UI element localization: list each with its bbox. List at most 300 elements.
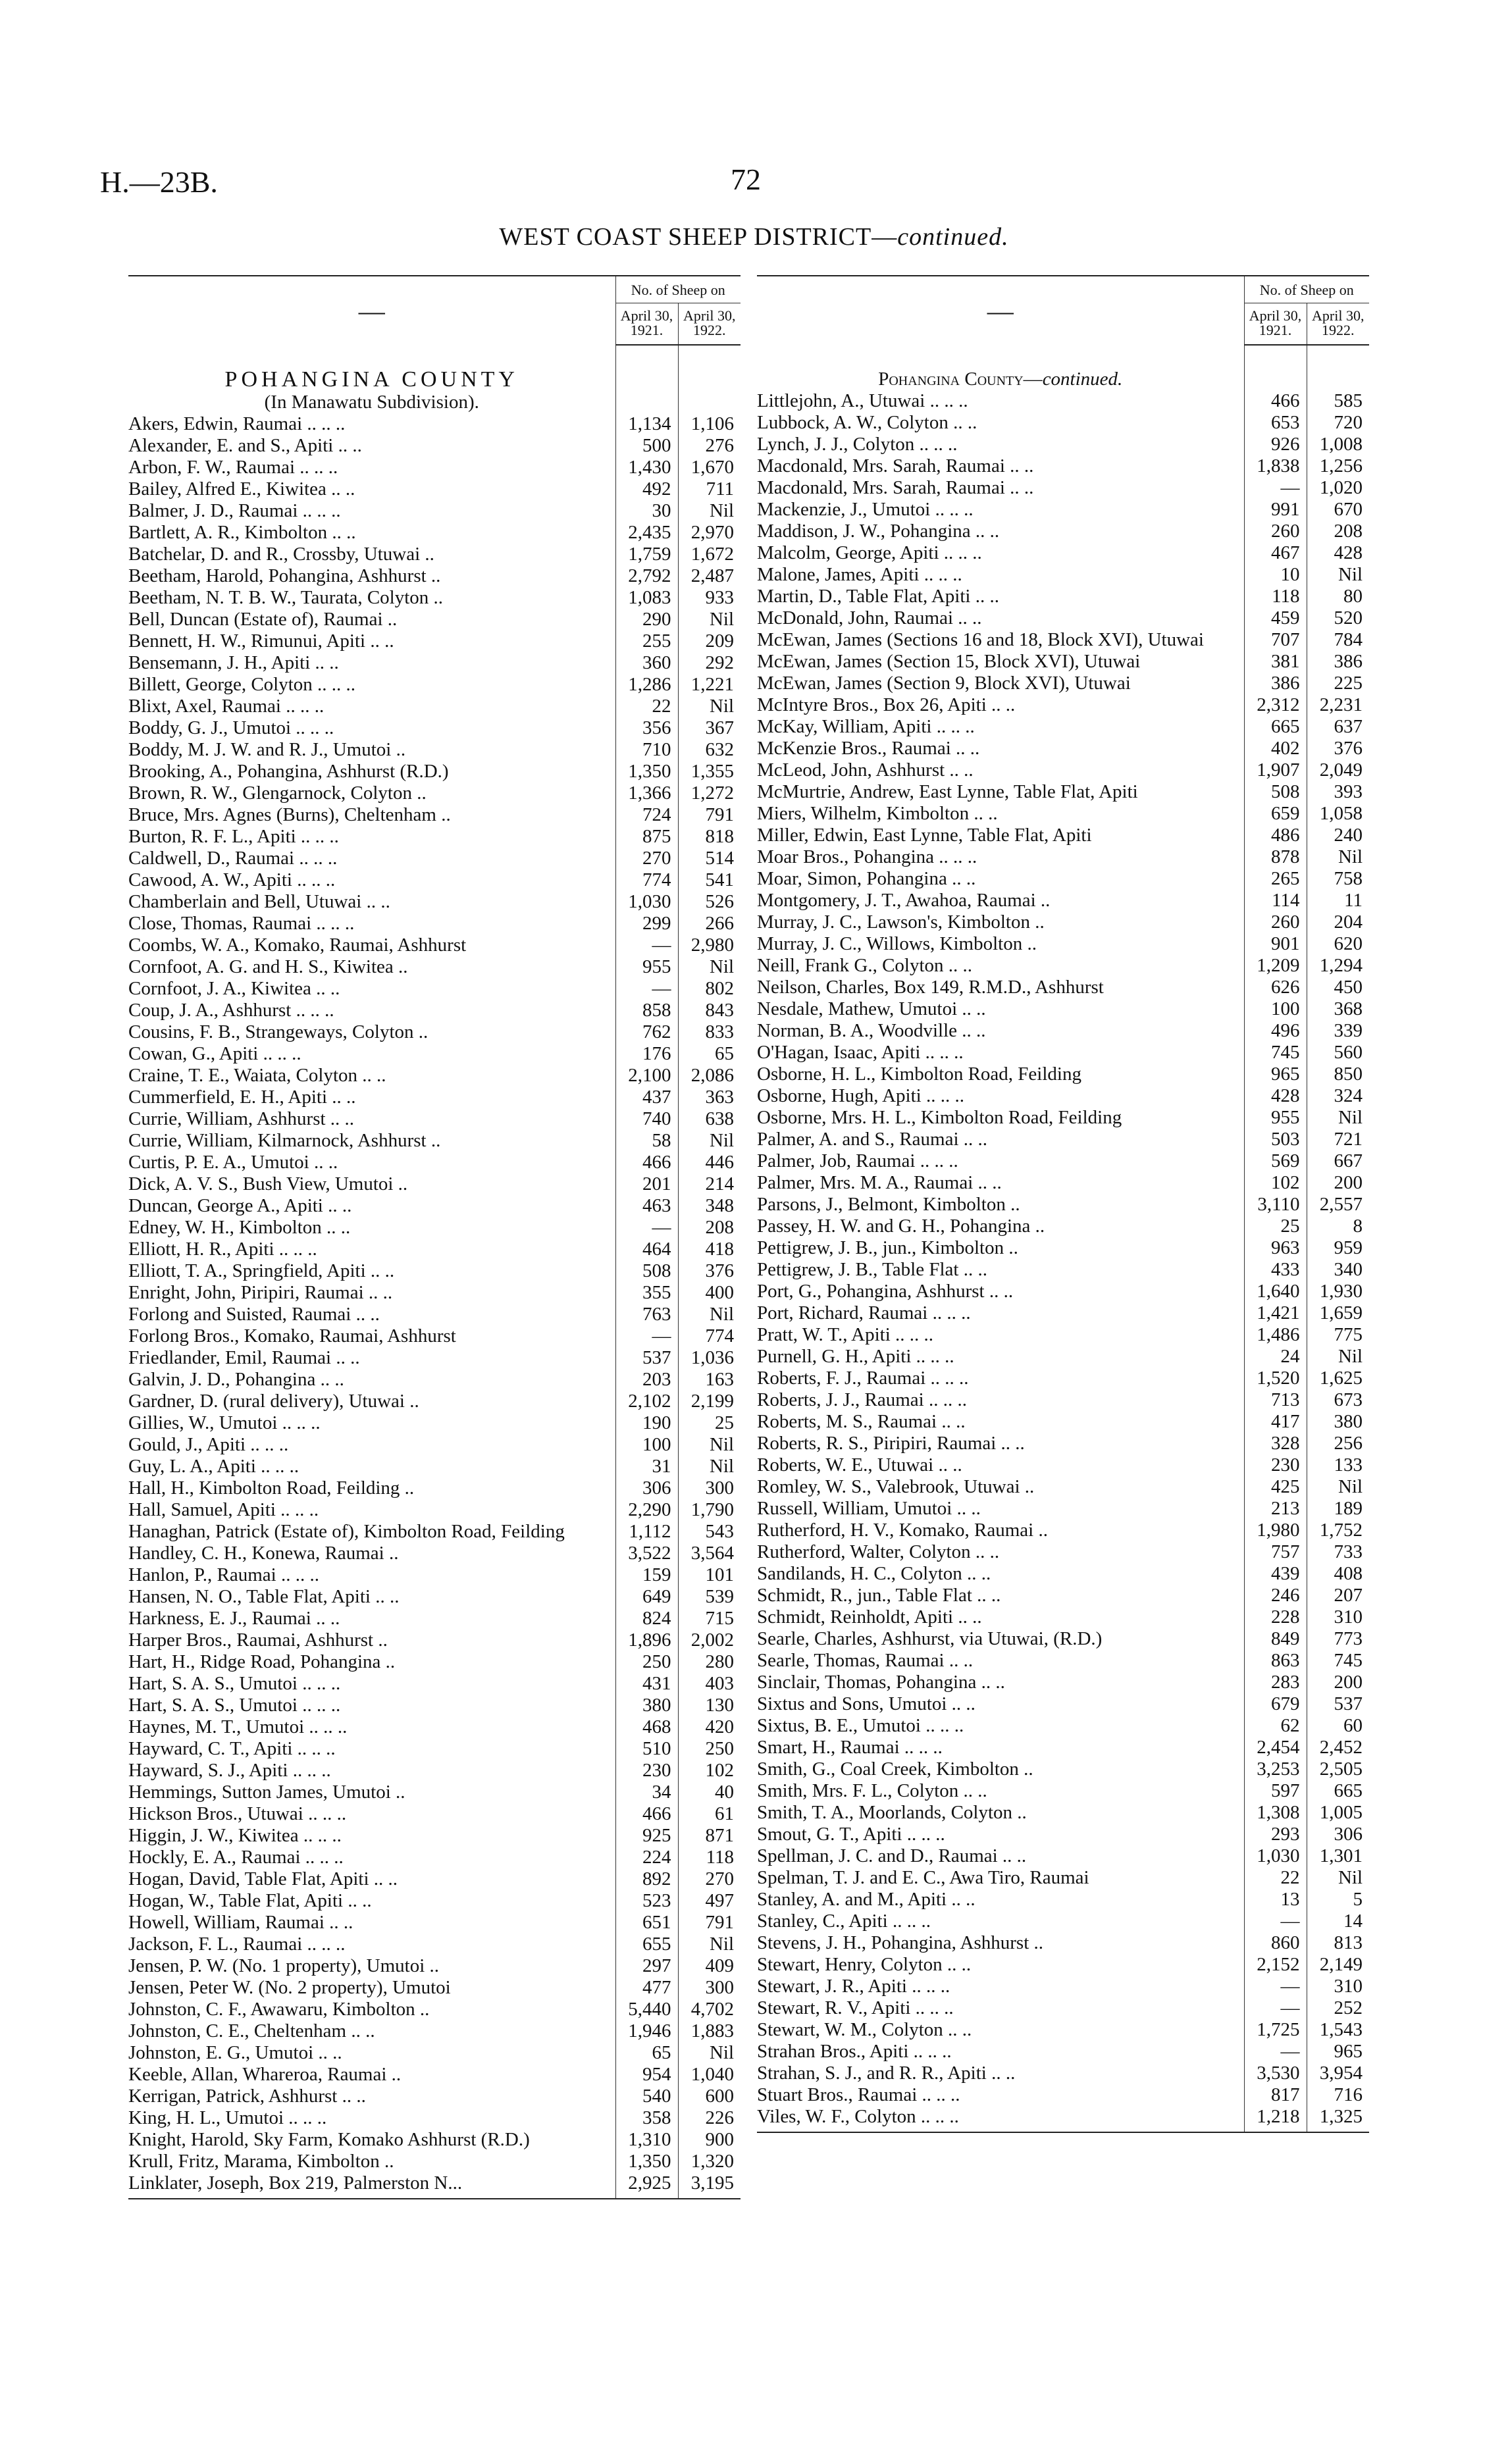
sheep-1921: 13	[1244, 1889, 1307, 1911]
owner-row	[757, 1129, 1369, 1150]
owner-name: Beetham, N. T. B. W., Taurata, Colyton ..	[128, 587, 444, 608]
sheep-1922: 2,199	[678, 1391, 741, 1412]
owner-row	[128, 544, 741, 565]
owner-name: Murray, J. C., Willows, Kimbolton ..	[757, 933, 1037, 954]
sheep-1922: 403	[678, 1673, 741, 1695]
sheep-1922: 1,301	[1307, 1845, 1369, 1867]
section-title	[128, 365, 615, 392]
owner-name: Elliott, H. R., Apiti .. .. ..	[128, 1239, 317, 1260]
owner-row	[757, 2063, 1369, 2084]
sheep-1921: 100	[615, 1434, 678, 1456]
sheep-1922: 784	[1307, 629, 1369, 651]
owner-name: Smith, T. A., Moorlands, Colyton ..	[757, 1802, 1027, 1823]
owner-row	[128, 587, 741, 609]
owner-row	[757, 1628, 1369, 1650]
sheep-1922: 409	[678, 1955, 741, 1977]
owner-name: Miller, Edwin, East Lynne, Table Flat, Apiti	[757, 825, 1092, 846]
owner-name: Cornfoot, A. G. and H. S., Kiwitea ..	[128, 956, 408, 977]
sheep-1921: 2,312	[1244, 694, 1307, 716]
april-1922-header: April 30, 1922.	[678, 303, 741, 346]
owner-name: Sandilands, H. C., Colyton .. ..	[757, 1563, 991, 1584]
sheep-1921: 1,286	[615, 674, 678, 696]
sheep-1922: Nil	[1307, 1476, 1369, 1498]
owner-row	[128, 1738, 741, 1760]
owner-row	[128, 891, 741, 913]
owner-row	[128, 1173, 741, 1195]
owner-row	[757, 868, 1369, 890]
sheep-1922: Nil	[1307, 564, 1369, 586]
sheep-1921: —	[615, 1325, 678, 1347]
owner-row	[757, 1824, 1369, 1845]
sheep-1921: 655	[615, 1934, 678, 1955]
owner-name: Mackenzie, J., Umutoi .. .. ..	[757, 499, 974, 520]
sheep-1922: 791	[678, 1912, 741, 1934]
owner-name: Harper Bros., Raumai, Ashhurst ..	[128, 1630, 388, 1651]
owner-name: Schmidt, Reinholdt, Apiti .. ..	[757, 1606, 982, 1628]
sheep-1922: 256	[1307, 1433, 1369, 1454]
sheep-1921: 926	[1244, 434, 1307, 455]
sheep-1921: 297	[615, 1955, 678, 1977]
sheep-1922: 539	[678, 1586, 741, 1608]
sheep-1921: 477	[615, 1977, 678, 1999]
sheep-1921: 659	[1244, 803, 1307, 825]
owner-name: Linklater, Joseph, Box 219, Palmerston N...	[128, 2172, 615, 2199]
owner-name: Alexander, E. and S., Apiti .. ..	[128, 435, 362, 456]
owner-name: Blixt, Axel, Raumai .. .. ..	[128, 696, 325, 717]
sheep-1922: 1,672	[678, 544, 741, 565]
owner-row	[128, 435, 741, 457]
sheep-1922: Nil	[678, 2042, 741, 2064]
owner-name: Hockly, E. A., Raumai .. .. ..	[128, 1847, 344, 1868]
owner-row	[128, 1391, 741, 1412]
sheep-1921: 496	[1244, 1020, 1307, 1042]
sheep-1922: 339	[1307, 1020, 1369, 1042]
sheep-1922: Nil	[678, 1304, 741, 1325]
owner-row	[757, 1476, 1369, 1498]
owner-row	[128, 1239, 741, 1260]
owner-row	[757, 1932, 1369, 1954]
sheep-1921: 2,454	[1244, 1737, 1307, 1758]
sheep-1922: 300	[678, 1977, 741, 1999]
owner-row	[128, 913, 741, 935]
sheep-1922: 25	[678, 1412, 741, 1434]
owner-name: Moar Bros., Pohangina .. .. ..	[757, 846, 977, 867]
owner-row	[757, 1802, 1369, 1824]
sheep-1922: 130	[678, 1695, 741, 1716]
sheep-1921: 5,440	[615, 1999, 678, 2020]
sheep-1922: 428	[1307, 542, 1369, 564]
owner-name: Enright, John, Piripiri, Raumai .. ..	[128, 1282, 393, 1303]
sheep-1922: 8	[1307, 1216, 1369, 1237]
sheep-1922: 102	[678, 1760, 741, 1782]
sheep-1921: 492	[615, 478, 678, 500]
owner-row	[128, 1630, 741, 1651]
owner-row	[128, 783, 741, 804]
sheep-1921: 1,421	[1244, 1302, 1307, 1324]
sheep-1922: Nil	[678, 956, 741, 978]
owner-name: Rutherford, H. V., Komako, Raumai ..	[757, 1520, 1048, 1541]
county-title: Pohangina County—	[878, 369, 1043, 390]
sheep-1921: 437	[615, 1087, 678, 1108]
owner-name: Currie, William, Kilmarnock, Ashhurst ..	[128, 1130, 441, 1151]
owner-row	[757, 933, 1369, 955]
sheep-1922: 2,231	[1307, 694, 1369, 716]
sheep-1921: 901	[1244, 933, 1307, 955]
owner-name: Searle, Thomas, Raumai .. ..	[757, 1650, 974, 1671]
sheep-1922: 363	[678, 1087, 741, 1108]
sheep-1922: 1,221	[678, 674, 741, 696]
sheep-1922: 1,008	[1307, 434, 1369, 455]
sheep-1922: 4,702	[678, 1999, 741, 2020]
sheep-1921: 665	[1244, 716, 1307, 738]
owner-name: Cousins, F. B., Strangeways, Colyton ..	[128, 1021, 429, 1042]
owner-name: Dick, A. V. S., Bush View, Umutoi ..	[128, 1173, 408, 1194]
title-main: WEST COAST SHEEP DISTRICT—	[499, 223, 898, 251]
owner-name: Jensen, Peter W. (No. 2 property), Umutoi	[128, 1977, 451, 1998]
sheep-1921: 114	[1244, 890, 1307, 911]
sheep-1921: 763	[615, 1304, 678, 1325]
owner-row	[128, 1695, 741, 1716]
owner-row	[128, 1934, 741, 1955]
owner-name: Kerrigan, Patrick, Ashhurst .. ..	[128, 2086, 366, 2107]
sheep-1921: 1,209	[1244, 955, 1307, 977]
sheep-1922: 900	[678, 2129, 741, 2151]
april-1921-header: April 30, 1921.	[1244, 303, 1307, 346]
owner-row	[128, 2064, 741, 2086]
sheep-1921: 439	[1244, 1563, 1307, 1585]
owner-row	[128, 2129, 741, 2151]
title-continued: continued.	[897, 223, 1009, 251]
owner-row	[128, 1434, 741, 1456]
owner-row	[128, 413, 741, 435]
sheep-1921: 963	[1244, 1237, 1307, 1259]
owner-row	[757, 1650, 1369, 1672]
sheep-1922: Nil	[678, 1456, 741, 1477]
owner-row	[128, 1456, 741, 1477]
owner-name: Bennett, H. W., Rimunui, Apiti .. ..	[128, 630, 394, 652]
sheep-1922: 376	[1307, 738, 1369, 759]
owner-name: Hogan, W., Table Flat, Apiti .. ..	[128, 1890, 372, 1911]
owner-name: Stanley, A. and M., Apiti .. ..	[757, 1889, 975, 1910]
sheep-1922: 60	[1307, 1715, 1369, 1737]
owner-row	[128, 1304, 741, 1325]
sheep-1922: 348	[678, 1195, 741, 1217]
sheep-1922: 300	[678, 1477, 741, 1499]
sheep-1922: 600	[678, 2086, 741, 2107]
owner-row	[757, 1541, 1369, 1563]
owner-row	[757, 977, 1369, 998]
sheep-1922: 1,543	[1307, 2019, 1369, 2041]
owner-name: Burton, R. F. L., Apiti .. .. ..	[128, 826, 339, 847]
owner-name: Hart, S. A. S., Umutoi .. .. ..	[128, 1673, 341, 1694]
sheep-1922: 393	[1307, 781, 1369, 803]
right-table-body	[757, 345, 1369, 2132]
sheep-1922: 2,002	[678, 1630, 741, 1651]
sheep-1922: 1,106	[678, 413, 741, 435]
owner-name: Roberts, W. E., Utuwai .. ..	[757, 1454, 962, 1476]
sheep-1921: 817	[1244, 2084, 1307, 2106]
sheep-1921: 925	[615, 1825, 678, 1847]
owner-row	[757, 455, 1369, 477]
sheep-1921: 1,838	[1244, 455, 1307, 477]
sheep-1921: 100	[1244, 998, 1307, 1020]
sheep-1922: 204	[1307, 911, 1369, 933]
sheep-1921: 381	[1244, 651, 1307, 673]
owner-row	[128, 1499, 741, 1521]
sheep-1922: 1,036	[678, 1347, 741, 1369]
sheep-1922: 1,040	[678, 2064, 741, 2086]
owner-row	[128, 522, 741, 544]
owner-name: Bensemann, J. H., Apiti .. ..	[128, 652, 339, 673]
owner-name: Osborne, H. L., Kimbolton Road, Feilding	[757, 1064, 1081, 1085]
sheep-1921: 2,290	[615, 1499, 678, 1521]
sheep-1922: 2,970	[678, 522, 741, 544]
owner-name: Macdonald, Mrs. Sarah, Raumai .. ..	[757, 455, 1034, 476]
sheep-1921: 626	[1244, 977, 1307, 998]
owner-name: Macdonald, Mrs. Sarah, Raumai .. ..	[757, 477, 1034, 498]
sheep-1922: 1,005	[1307, 1802, 1369, 1824]
sheep-1922: 367	[678, 717, 741, 739]
owner-row	[128, 1608, 741, 1630]
owner-name: Balmer, J. D., Raumai .. .. ..	[128, 500, 341, 521]
sheep-1921: 246	[1244, 1585, 1307, 1606]
owner-row	[757, 1911, 1369, 1932]
sheep-1922: 61	[678, 1803, 741, 1825]
sheep-1922: 14	[1307, 1911, 1369, 1932]
sheep-1921: —	[1244, 477, 1307, 499]
sheep-1922: 250	[678, 1738, 741, 1760]
sheep-1922: 200	[1307, 1172, 1369, 1194]
sheep-1921: 3,253	[1244, 1758, 1307, 1780]
sheep-1921: 265	[1244, 868, 1307, 890]
owner-row	[128, 935, 741, 956]
owner-name: Jensen, P. W. (No. 1 property), Umutoi ..	[128, 1955, 440, 1976]
owner-row	[757, 955, 1369, 977]
sheep-1922: 2,505	[1307, 1758, 1369, 1780]
owner-row	[757, 542, 1369, 564]
owner-row	[128, 848, 741, 869]
sheep-1922: 1,625	[1307, 1368, 1369, 1389]
owner-row	[757, 673, 1369, 694]
sheep-1922: 665	[1307, 1780, 1369, 1802]
owner-row	[128, 1347, 741, 1369]
sheep-1922: 745	[1307, 1650, 1369, 1672]
sheep-1922: 774	[678, 1325, 741, 1347]
owner-row	[757, 1237, 1369, 1259]
owner-name: Hanlon, P., Raumai .. .. ..	[128, 1564, 319, 1585]
owner-row	[128, 1195, 741, 1217]
sheep-1922: 1,752	[1307, 1520, 1369, 1541]
sheep-1921: 467	[1244, 542, 1307, 564]
sheep-1921: 402	[1244, 738, 1307, 759]
owner-row	[757, 1216, 1369, 1237]
sheep-1921: 306	[615, 1477, 678, 1499]
sheep-1921: 858	[615, 1000, 678, 1021]
left-table-body	[128, 345, 741, 2199]
owner-row	[757, 1454, 1369, 1476]
owner-row	[128, 1087, 741, 1108]
owner-name: Guy, L. A., Apiti .. .. ..	[128, 1456, 299, 1477]
sheep-1921: 679	[1244, 1693, 1307, 1715]
sheep-1922: 209	[678, 630, 741, 652]
sheep-1922: 2,980	[678, 935, 741, 956]
sheep-1922: 673	[1307, 1389, 1369, 1411]
page-number: 72	[731, 163, 761, 196]
sheep-1921: 1,350	[615, 2151, 678, 2172]
owner-row	[757, 1606, 1369, 1628]
sheep-1922: 818	[678, 826, 741, 848]
sheep-1921: 955	[1244, 1107, 1307, 1129]
owner-name: Malcolm, George, Apiti .. .. ..	[757, 542, 982, 563]
owner-name: Currie, William, Ashhurst .. ..	[128, 1108, 355, 1129]
sheep-1921: 713	[1244, 1389, 1307, 1411]
sheep-1921: 892	[615, 1868, 678, 1890]
sheep-1922: 733	[1307, 1541, 1369, 1563]
owner-row	[757, 564, 1369, 586]
owner-row	[757, 1997, 1369, 2019]
owner-row	[128, 2172, 741, 2199]
owner-name: Cornfoot, J. A., Kiwitea .. ..	[128, 978, 340, 999]
sheep-1921: 159	[615, 1564, 678, 1586]
county-title-continued: continued.	[1042, 369, 1123, 390]
owner-name: Pettigrew, J. B., Table Flat .. ..	[757, 1259, 987, 1280]
sheep-1921: 1,134	[615, 413, 678, 435]
owner-row	[757, 1085, 1369, 1107]
report-reference: H.—23B.	[100, 165, 218, 199]
owner-name: Hart, S. A. S., Umutoi .. .. ..	[128, 1695, 341, 1716]
owner-name: Neill, Frank G., Colyton .. ..	[757, 955, 973, 976]
owner-name: Johnston, C. E., Cheltenham .. ..	[128, 2020, 375, 2041]
sheep-1921: 190	[615, 1412, 678, 1434]
sheep-1922: 1,659	[1307, 1302, 1369, 1324]
sheep-1921: 875	[615, 826, 678, 848]
sheep-1921: —	[615, 935, 678, 956]
owner-name: Caldwell, D., Raumai .. .. ..	[128, 848, 338, 869]
owner-name: Strahan, S. J., and R. R., Apiti .. ..	[757, 2063, 1016, 2084]
sheep-1921: 228	[1244, 1606, 1307, 1628]
owner-row	[128, 1521, 741, 1543]
owner-name: Roberts, R. S., Piripiri, Raumai .. ..	[757, 1433, 1025, 1454]
owner-row	[757, 586, 1369, 607]
sheep-1922: 252	[1307, 1997, 1369, 2019]
sheep-1921: 58	[615, 1130, 678, 1152]
sheep-1921: 1,759	[615, 544, 678, 565]
owner-row	[757, 1780, 1369, 1802]
sheep-1921: 102	[1244, 1172, 1307, 1194]
sheep-1922: 270	[678, 1868, 741, 1890]
sheep-1921: 380	[615, 1695, 678, 1716]
sheep-1922: 324	[1307, 1085, 1369, 1107]
sheep-1922: 670	[1307, 499, 1369, 521]
owner-row	[757, 1064, 1369, 1085]
owner-name: Malone, James, Apiti .. .. ..	[757, 564, 962, 585]
sheep-1922: 715	[678, 1608, 741, 1630]
owner-name: Nesdale, Mathew, Umutoi .. ..	[757, 998, 986, 1019]
owner-row	[757, 1585, 1369, 1606]
sheep-1921: 740	[615, 1108, 678, 1130]
sheep-1921: 464	[615, 1239, 678, 1260]
sheep-1922: 400	[678, 1282, 741, 1304]
sheep-1921: 757	[1244, 1541, 1307, 1563]
owner-name: King, H. L., Umutoi .. .. ..	[128, 2107, 327, 2128]
owner-row	[128, 696, 741, 717]
sheep-1921: 991	[1244, 499, 1307, 521]
owner-name: Jackson, F. L., Raumai .. .. ..	[128, 1934, 346, 1955]
sheep-1922: 163	[678, 1369, 741, 1391]
name-column-header: —	[757, 276, 1244, 345]
owner-name: Hogan, David, Table Flat, Apiti .. ..	[128, 1868, 398, 1889]
owner-name: Hickson Bros., Utuwai .. .. ..	[128, 1803, 347, 1824]
owner-row	[128, 761, 741, 783]
sheep-1922: 65	[678, 1043, 741, 1065]
sheep-1921: 1,366	[615, 783, 678, 804]
owner-row	[757, 1520, 1369, 1541]
owner-name: Billett, George, Colyton .. .. ..	[128, 674, 356, 695]
sheep-1921: 25	[1244, 1216, 1307, 1237]
sheep-1921: 540	[615, 2086, 678, 2107]
owner-row	[757, 1368, 1369, 1389]
sheep-1922: 1,020	[1307, 477, 1369, 499]
sheep-1921: —	[1244, 2041, 1307, 2063]
owner-name: Stanley, C., Apiti .. .. ..	[757, 1911, 931, 1932]
owner-name: Krull, Fritz, Marama, Kimbolton ..	[128, 2151, 394, 2172]
owner-row	[128, 1955, 741, 1977]
owner-name: Akers, Edwin, Raumai .. .. ..	[128, 413, 346, 434]
sheep-1922: 775	[1307, 1324, 1369, 1346]
sheep-1921: 463	[615, 1195, 678, 1217]
sheep-1921: 3,530	[1244, 2063, 1307, 2084]
owner-row	[128, 1977, 741, 1999]
sheep-1921: 431	[615, 1673, 678, 1695]
owner-row	[757, 1346, 1369, 1368]
owner-row	[757, 1693, 1369, 1715]
owner-name: Port, Richard, Raumai .. .. ..	[757, 1302, 971, 1323]
sheep-1921: 649	[615, 1586, 678, 1608]
sheep-1922: 214	[678, 1173, 741, 1195]
owner-row	[128, 1152, 741, 1173]
owner-name: Strahan Bros., Apiti .. .. ..	[757, 2041, 952, 2062]
sheep-1922: Nil	[678, 1434, 741, 1456]
sheep-1922: 520	[1307, 607, 1369, 629]
sheep-1922: 310	[1307, 1606, 1369, 1628]
sheep-1921: 230	[615, 1760, 678, 1782]
sheep-1922: 380	[1307, 1411, 1369, 1433]
owner-row	[757, 1411, 1369, 1433]
owner-name: O'Hagan, Isaac, Apiti .. .. ..	[757, 1042, 964, 1063]
owner-name: Close, Thomas, Raumai .. .. ..	[128, 913, 355, 934]
sheep-1922: 450	[1307, 977, 1369, 998]
owner-name: Pettigrew, J. B., jun., Kimbolton ..	[757, 1237, 1018, 1258]
owner-name: McMurtrie, Andrew, East Lynne, Table Flat, Apiti	[757, 781, 1138, 802]
owner-row	[757, 781, 1369, 803]
owner-name: Hart, H., Ridge Road, Pohangina ..	[128, 1651, 396, 1672]
owner-name: Forlong and Suisted, Raumai .. ..	[128, 1304, 380, 1325]
owner-name: Coup, J. A., Ashhurst .. .. ..	[128, 1000, 334, 1021]
owner-row	[128, 1760, 741, 1782]
owner-row	[757, 1389, 1369, 1411]
sheep-1921: 1,896	[615, 1630, 678, 1651]
owner-row	[757, 1194, 1369, 1216]
owner-name: Spellman, J. C. and D., Raumai .. ..	[757, 1845, 1027, 1866]
sheep-1921: 213	[1244, 1498, 1307, 1520]
owner-name: Moar, Simon, Pohangina .. ..	[757, 868, 976, 889]
owner-name: Stevens, J. H., Pohangina, Ashhurst ..	[757, 1932, 1043, 1953]
sheep-1921: 356	[615, 717, 678, 739]
owner-name: McKay, William, Apiti .. .. ..	[757, 716, 975, 737]
owner-name: Palmer, Mrs. M. A., Raumai .. ..	[757, 1172, 1002, 1193]
sheep-1922: 5	[1307, 1889, 1369, 1911]
sheep-1921: 201	[615, 1173, 678, 1195]
